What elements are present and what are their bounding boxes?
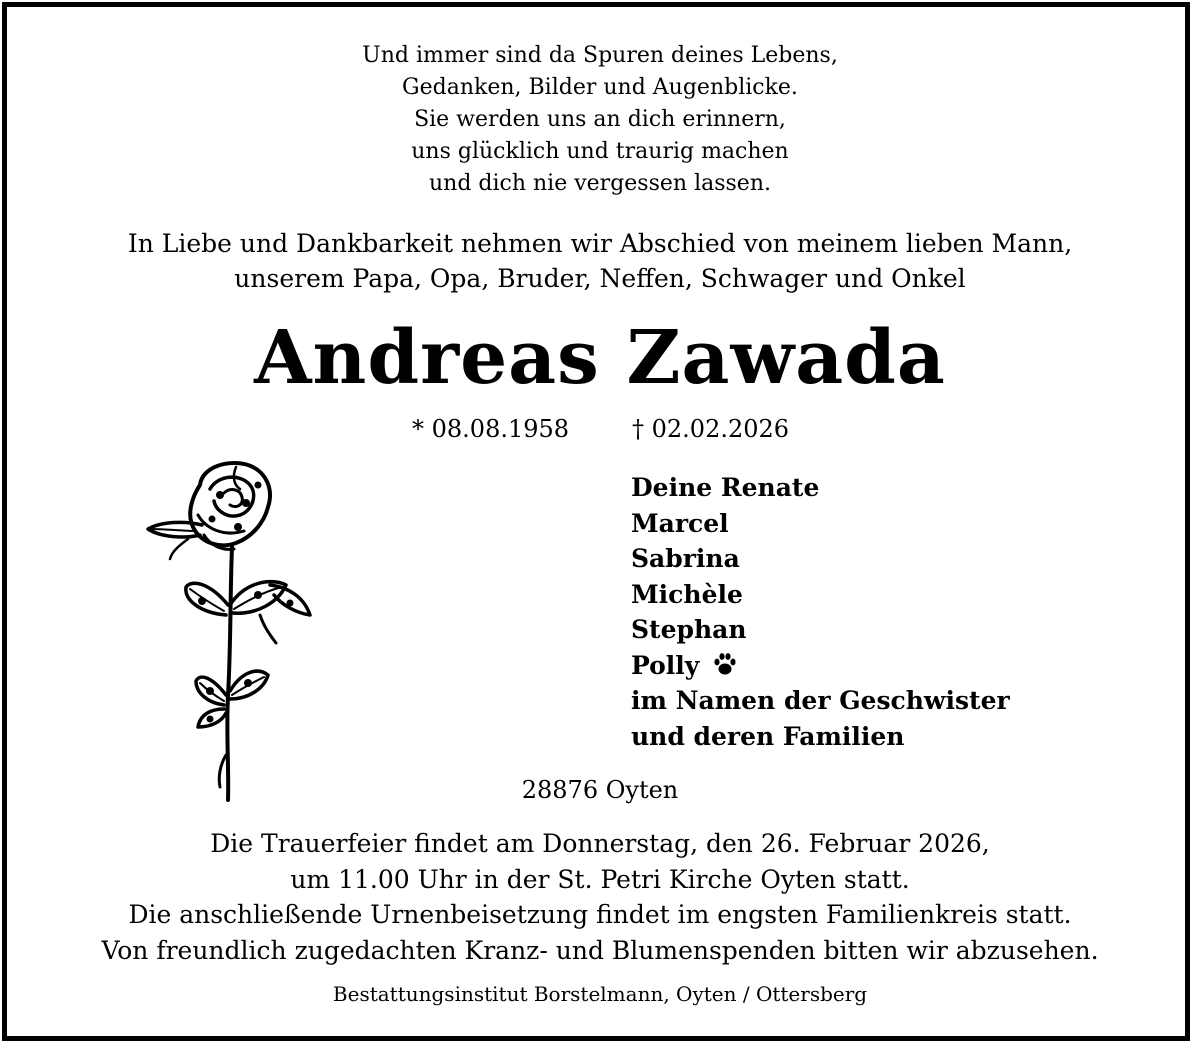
rose-icon	[140, 455, 315, 805]
mourners-list	[631, 470, 1010, 754]
poem-line: Sie werden uns an dich erinnern,	[414, 107, 786, 132]
memorial-poem	[0, 40, 1200, 200]
paw-icon	[711, 650, 739, 678]
ceremony-line: um 11.00 Uhr in der St. Petri Kirche Oyten statt.	[290, 864, 910, 894]
farewell-intro	[0, 226, 1200, 296]
death-date: † 02.02.2026	[632, 415, 790, 443]
mourner-name: Marcel	[631, 508, 729, 538]
place-of-residence: 28876 Oyten	[521, 776, 679, 804]
ceremony-line: Die anschließende Urnenbeisetzung findet im engsten Familienkreis statt.	[128, 900, 1072, 929]
poem-line: uns glücklich und traurig machen	[411, 139, 789, 164]
ceremony-details	[0, 826, 1200, 968]
intro-line: unserem Papa, Opa, Bruder, Neffen, Schwager und Onkel	[234, 264, 966, 293]
mourner-name: und deren Familien	[631, 721, 905, 751]
mourner-row-pet	[631, 648, 1010, 684]
ceremony-line: Von freundlich zugedachten Kranz- und Blumenspenden bitten wir abzusehen.	[101, 935, 1099, 965]
ceremony-line: Die Trauerfeier findet am Donnerstag, den 26. Februar 2026,	[210, 829, 990, 858]
birth-date: * 08.08.1958	[412, 415, 570, 443]
mourner-name: im Namen der Geschwister	[631, 686, 1010, 715]
mourner-name: Polly	[631, 650, 700, 680]
poem-line: Und immer sind da Spuren deines Lebens,	[362, 43, 838, 68]
mourner-name: Deine Renate	[631, 473, 820, 502]
mourner-name: Michèle	[631, 579, 743, 609]
funeral-home: Bestattungsinstitut Borstelmann, Oyten / Ottersberg	[332, 982, 868, 1006]
deceased-name: Andreas Zawada	[254, 315, 946, 401]
poem-line: Gedanken, Bilder und Augenblicke.	[402, 75, 798, 100]
mourner-name: Sabrina	[631, 544, 740, 573]
mourner-name: Stephan	[631, 615, 747, 644]
poem-line: und dich nie vergessen lassen.	[429, 171, 771, 196]
intro-line: In Liebe und Dankbarkeit nehmen wir Abschied von meinem lieben Mann,	[127, 229, 1073, 258]
